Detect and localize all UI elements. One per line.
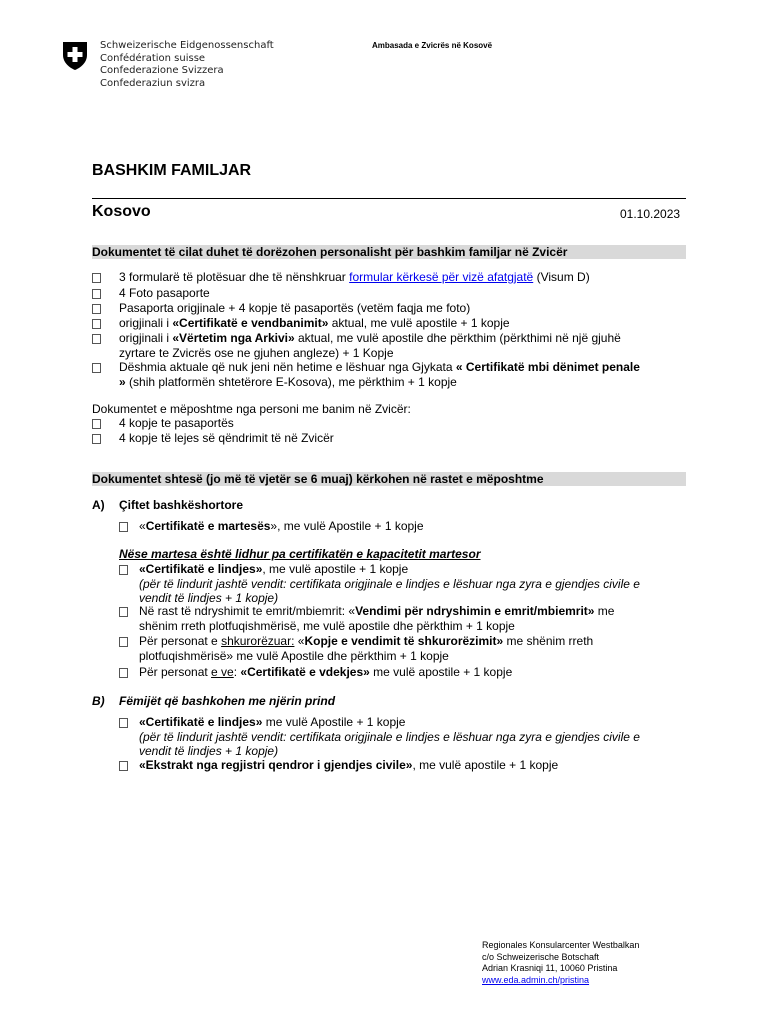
embassy-name: Ambasada e Zvicrës në Kosovë [372, 41, 493, 50]
footer-line: Adrian Krasniqi 11, 10060 Pristina [482, 963, 618, 973]
checkbox-icon [92, 363, 101, 373]
condition-heading: Nëse martesa është lidhur pa certifikatën e kapacitetit martesor [119, 547, 481, 561]
subheading-resident-docs: Dokumentet e mëposhtme nga personi me banim në Zvicër: [92, 402, 411, 416]
checkbox-icon [92, 304, 101, 314]
checkbox-icon [92, 273, 101, 283]
checkbox-icon [119, 637, 128, 647]
part-b-heading: B) Fëmijët që bashkohen me njërin prind [92, 694, 336, 708]
section-heading-additional-docs: Dokumentet shtesë (jo më të vjetër se 6 muaj) kërkohen në rastet e mëposhtme [92, 472, 686, 486]
document-date: 01.10.2023 [620, 207, 681, 221]
swiss-coat-of-arms-logo [62, 41, 88, 71]
section-heading-required-docs: Dokumentet të cilat duhet të dorëzohen personalisht për bashkim familjar në Zvicër [92, 245, 686, 259]
list-item: Dëshmia aktuale që nuk jeni nën hetime e lëshuar nga Gjykata « Certifikatë mbi dënimet penale » (shih platformën shtetërore E-Kosova), me përkthim + 1 kopje [92, 360, 692, 390]
checkbox-icon [119, 668, 128, 678]
checkbox-icon [92, 419, 101, 429]
country-label: Kosovo [92, 203, 151, 220]
checkbox-icon [92, 334, 101, 344]
list-item: Në rast të ndryshimit te emrit/mbiemrit: «Vendimi për ndryshimin e emrit/mbiemrit» me shënim rreth plotfuqishmërisë, me vulë apostile dhe përkthim + 1 kopje [92, 604, 692, 634]
footer-website-link[interactable]: www.eda.admin.ch/pristina [482, 974, 590, 985]
list-item: «Certifikatë e lindjes» me vulë Apostile + 1 kopje (për të lindurit jashtë vendit: certifikata origjinale e lindjes e lëshuar nga zyra e gjendjes civile e vendit të lindjes + 1 kopje) [92, 715, 692, 758]
footer-address [482, 940, 639, 986]
list-item: origjinali i «Certifikatë e vendbanimit» aktual, me vulë apostile + 1 kopje [92, 316, 692, 331]
list-item: 4 kopje te pasaportës [92, 416, 692, 431]
checkbox-icon [119, 565, 128, 575]
confederation-names [100, 40, 274, 90]
list-item: Për personat e shkurorëzuar: «Kopje e vendimit të shkurorëzimit» me shënim rreth plotfuqishmërisë» me vulë Apostile dhe përkthim + 1 kopje [92, 634, 692, 664]
list-item: Për personat e ve: «Certifikatë e vdekjes» me vulë apostile + 1 kopje [92, 665, 692, 680]
title-rule [92, 198, 686, 199]
list-item: «Certifikatë e martesës», me vulë Apostile + 1 kopje [92, 519, 692, 534]
crest-line: Schweizerische Eidgenossenschaft [100, 40, 274, 51]
checkbox-icon [119, 522, 128, 532]
document-title: BASHKIM FAMILJAR [92, 162, 252, 179]
checkbox-icon [119, 761, 128, 771]
footer-line: Regionales Konsularcenter Westbalkan [482, 940, 640, 950]
part-a-heading: A) Çiftet bashkëshortore [92, 498, 244, 512]
crest-line: Confederaziun svizra [100, 77, 206, 89]
list-item: origjinali i «Vërtetim nga Arkivi» aktual, me vulë apostile dhe përkthim (përkthimi në një gjuhë zyrtare te Zvicrës ose ne gjuhen angleze) + 1 Kopje [92, 331, 692, 361]
checkbox-icon [119, 718, 128, 728]
checkbox-icon [92, 319, 101, 329]
list-item: 3 formularë të plotësuar dhe të nënshkruar formular kërkesë për vizë afatgjatë (Visum D) [92, 270, 692, 285]
list-item: 4 kopje të lejes së qëndrimit të në Zvicër [92, 431, 692, 446]
checkbox-icon [92, 434, 101, 444]
crest-line: Confederazione Svizzera [100, 65, 224, 77]
list-item: Pasaporta origjinale + 4 kopje të pasaportës (vetëm faqja me foto) [92, 301, 692, 316]
visa-form-link[interactable]: formular kërkesë për vizë afatgjatë [349, 270, 534, 284]
crest-line: Confédération suisse [100, 52, 206, 64]
checkbox-icon [119, 607, 128, 617]
list-item: «Certifikatë e lindjes», me vulë apostile + 1 kopje (për të lindurit jashtë vendit: certifikata origjinale e lindjes e lëshuar nga zyra e gjendjes civile e vendit të lindjes + 1 kopje) [92, 562, 692, 605]
checkbox-icon [92, 289, 101, 299]
footer-line: c/o Schweizerische Botschaft [482, 951, 600, 962]
list-item: «Ekstrakt nga regjistri qendror i gjendjes civile», me vulë apostile + 1 kopje [92, 758, 692, 773]
list-item: 4 Foto pasaporte [92, 286, 692, 301]
